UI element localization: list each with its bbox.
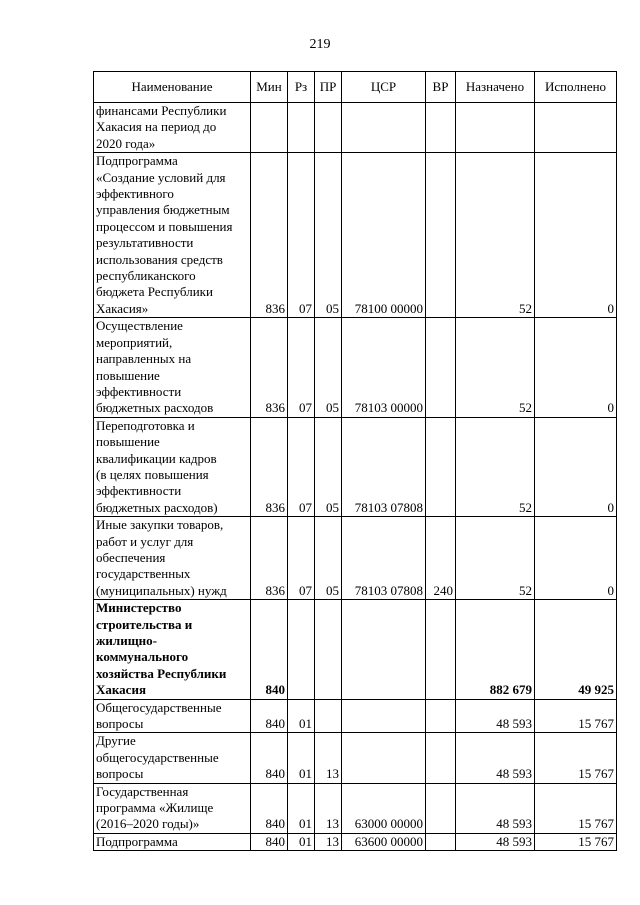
cell-vr — [426, 103, 456, 153]
row-name-line: результативности — [96, 235, 194, 251]
cell-vr — [426, 783, 456, 833]
row-name-line: (в целях повышения — [96, 466, 209, 482]
cell-min: 836 — [251, 153, 288, 318]
row-name-line: вопросы — [96, 716, 144, 732]
cell-min: 840 — [251, 699, 288, 733]
row-name-line: (2016–2020 годы)» — [96, 816, 200, 832]
table-body — [94, 103, 617, 851]
header-name: Наименование — [94, 72, 251, 103]
row-name-line: бюджетных расходов — [96, 400, 214, 416]
cell-csr — [342, 699, 426, 733]
cell-pr: 13 — [315, 783, 342, 833]
row-name-cell — [94, 417, 251, 516]
row-name-line: жилищно- — [96, 633, 157, 648]
row-name-line: Осуществление — [96, 318, 183, 334]
cell-executed: 0 — [535, 153, 617, 318]
table-row — [94, 783, 617, 833]
cell-vr — [426, 699, 456, 733]
row-name-line: Иные закупки товаров, — [96, 517, 224, 533]
cell-rz: 01 — [288, 733, 315, 783]
row-name-cell — [94, 783, 251, 833]
row-name-line: Общегосударственные — [96, 699, 222, 715]
cell-executed: 15 767 — [535, 699, 617, 733]
cell-executed: 49 925 — [535, 600, 617, 699]
row-name-line: коммунального — [96, 649, 189, 665]
header-rz: Рз — [288, 72, 315, 103]
cell-min — [251, 103, 288, 153]
row-name-line: хозяйства Республики — [96, 665, 227, 681]
table-row — [94, 517, 617, 600]
cell-assigned: 52 — [456, 517, 535, 600]
row-name-line: бюджета Республики — [96, 284, 213, 300]
cell-csr: 78103 07808 — [342, 517, 426, 600]
row-name-line: (муниципальных) нужд — [96, 582, 227, 598]
header-executed: Исполнено — [535, 72, 617, 103]
cell-vr — [426, 153, 456, 318]
row-name-line: работ и услуг для — [96, 533, 194, 549]
cell-pr: 05 — [315, 153, 342, 318]
row-name-cell — [94, 153, 251, 318]
cell-executed: 15 767 — [535, 833, 617, 850]
cell-csr — [342, 733, 426, 783]
row-name-line: процессом и повышения — [96, 218, 233, 234]
cell-min: 836 — [251, 318, 288, 417]
row-name-line: направленных на — [96, 351, 192, 367]
cell-vr — [426, 833, 456, 850]
row-name-line: квалификации кадров — [96, 450, 217, 466]
cell-pr: 05 — [315, 417, 342, 516]
cell-executed: 15 767 — [535, 783, 617, 833]
header-assigned: Назначено — [456, 72, 535, 103]
cell-vr — [426, 733, 456, 783]
row-name-line: финансами Республики — [96, 103, 227, 118]
cell-vr — [426, 417, 456, 516]
cell-pr: 13 — [315, 833, 342, 850]
row-name-cell — [94, 699, 251, 733]
cell-vr — [426, 600, 456, 699]
cell-pr: 05 — [315, 517, 342, 600]
table-row — [94, 733, 617, 783]
row-name-line: строительства и — [96, 616, 193, 632]
header-vr: ВР — [426, 72, 456, 103]
row-name-line: программа «Жилище — [96, 800, 214, 816]
cell-rz: 01 — [288, 699, 315, 733]
cell-pr — [315, 600, 342, 699]
cell-vr — [426, 318, 456, 417]
cell-csr: 78103 00000 — [342, 318, 426, 417]
cell-assigned: 52 — [456, 417, 535, 516]
row-name-line: вопросы — [96, 766, 144, 782]
row-name-line: обеспечения — [96, 549, 166, 565]
cell-rz: 07 — [288, 417, 315, 516]
table-row — [94, 103, 617, 153]
row-name-line: Хакасия — [96, 682, 146, 698]
cell-rz — [288, 103, 315, 153]
row-name-line: государственных — [96, 566, 191, 582]
row-name-line: Государственная — [96, 783, 189, 799]
row-name-line: эффективности — [96, 383, 182, 399]
cell-rz: 01 — [288, 833, 315, 850]
row-name-line: управления бюджетным — [96, 202, 230, 218]
row-name-cell — [94, 318, 251, 417]
table-row — [94, 153, 617, 318]
cell-rz: 07 — [288, 153, 315, 318]
row-name-line: Хакасия на период до — [96, 119, 217, 135]
cell-pr: 13 — [315, 733, 342, 783]
cell-assigned: 48 593 — [456, 699, 535, 733]
row-name-line: общегосударственные — [96, 749, 219, 765]
row-name-cell — [94, 833, 251, 850]
row-name-cell — [94, 600, 251, 699]
cell-assigned: 52 — [456, 153, 535, 318]
row-name-line: Другие — [96, 733, 136, 749]
row-name-line: использования средств — [96, 251, 223, 267]
table-row — [94, 318, 617, 417]
cell-min: 836 — [251, 517, 288, 600]
row-name-line: повышение — [96, 367, 160, 383]
cell-assigned: 48 593 — [456, 783, 535, 833]
row-name-line: эффективности — [96, 483, 182, 499]
header-row — [94, 72, 617, 103]
cell-rz: 07 — [288, 517, 315, 600]
cell-csr — [342, 600, 426, 699]
cell-vr: 240 — [426, 517, 456, 600]
cell-pr — [315, 103, 342, 153]
row-name-cell — [94, 517, 251, 600]
row-name-line: Хакасия» — [96, 300, 149, 316]
cell-rz: 01 — [288, 783, 315, 833]
cell-csr: 78100 00000 — [342, 153, 426, 318]
cell-executed: 0 — [535, 417, 617, 516]
cell-assigned — [456, 103, 535, 153]
table-row — [94, 699, 617, 733]
cell-pr — [315, 699, 342, 733]
header-min: Мин — [251, 72, 288, 103]
cell-csr — [342, 103, 426, 153]
cell-csr: 63000 00000 — [342, 783, 426, 833]
cell-executed: 0 — [535, 517, 617, 600]
cell-assigned: 48 593 — [456, 833, 535, 850]
row-name-line: бюджетных расходов) — [96, 499, 218, 515]
row-name-line: Министерство — [96, 600, 182, 616]
cell-min: 840 — [251, 733, 288, 783]
row-name-line: республиканского — [96, 268, 196, 284]
cell-csr: 63600 00000 — [342, 833, 426, 850]
cell-min: 840 — [251, 833, 288, 850]
cell-min: 836 — [251, 417, 288, 516]
cell-pr: 05 — [315, 318, 342, 417]
row-name-cell — [94, 103, 251, 153]
cell-min: 840 — [251, 600, 288, 699]
budget-table — [93, 71, 617, 851]
header-csr: ЦСР — [342, 72, 426, 103]
cell-executed: 15 767 — [535, 733, 617, 783]
row-name-line: «Создание условий для — [96, 169, 226, 185]
row-name-line: Подпрограмма — [96, 833, 178, 849]
table-row — [94, 833, 617, 850]
cell-executed: 0 — [535, 318, 617, 417]
page-number: 219 — [309, 37, 331, 52]
row-name-line: 2020 года» — [96, 135, 156, 151]
cell-executed — [535, 103, 617, 153]
row-name-line: эффективного — [96, 186, 174, 202]
row-name-line: Подпрограмма — [96, 153, 178, 169]
cell-min: 840 — [251, 783, 288, 833]
cell-assigned: 48 593 — [456, 733, 535, 783]
cell-csr: 78103 07808 — [342, 417, 426, 516]
cell-assigned: 882 679 — [456, 600, 535, 699]
row-name-cell — [94, 733, 251, 783]
row-name-line: мероприятий, — [96, 334, 173, 350]
table-row — [94, 600, 617, 699]
table-row — [94, 417, 617, 516]
cell-assigned: 52 — [456, 318, 535, 417]
row-name-line: повышение — [96, 434, 160, 450]
cell-rz — [288, 600, 315, 699]
header-pr: ПР — [315, 72, 342, 103]
row-name-line: Переподготовка и — [96, 417, 195, 433]
cell-rz: 07 — [288, 318, 315, 417]
